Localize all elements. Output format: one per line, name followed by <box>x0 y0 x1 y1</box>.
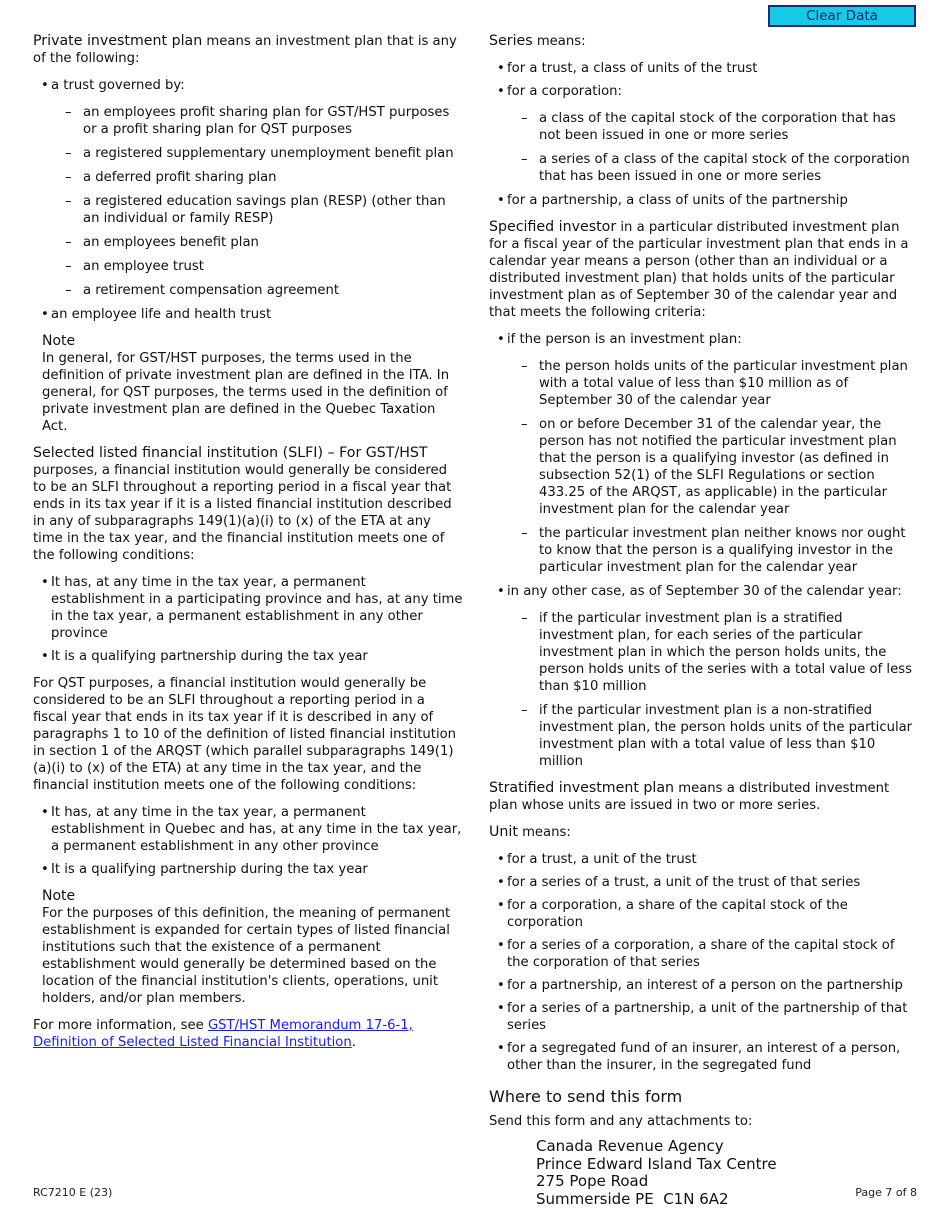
address-line: Canada Revenue Agency <box>536 1137 724 1155</box>
note-heading: Note <box>42 333 76 349</box>
pip-list <box>33 77 463 323</box>
note-pip <box>33 333 463 435</box>
note-heading: Note <box>42 888 76 904</box>
slfi-definition: Selected listed financial institution (SLFI) – For GST/HST purposes, a financial institution would generally be considered to be an SLFI throughout a reporting period in a fiscal year that ends in its tax year if it is a listed financial institution described in any of subparagraphs 149(1)(a)(i) to (x) of the ETA at any time in the tax year, and the financial institution meets one of the following conditions: <box>33 445 452 563</box>
memorandum-link[interactable]: GST/HST Memorandum 17-6-1, Definition of Selected Listed Financial Institution <box>33 1018 413 1050</box>
list-item: – an employees benefit plan <box>51 234 463 251</box>
note-body: For the purposes of this definition, the meaning of permanent establishment is expanded for certain types of listed financial institutions such that the existence of a permanent establishment would generally be determined based on the location of the financial institution's clients, operations, unit holders, and/or plan members. <box>42 906 451 1006</box>
definition-term: Private investment plan <box>33 33 203 49</box>
list-item: • for a segregated fund of an insurer, an interest of a person, other than the insurer, in the segregated fund <box>489 1040 919 1074</box>
definition-term: Stratified investment plan <box>489 780 675 796</box>
address-line: Summerside PE C1N 6A2 <box>536 1189 729 1208</box>
left-column <box>33 33 463 1061</box>
list-item: • for a partnership, a class of units of the partnership <box>489 192 919 209</box>
qst-conditions <box>33 804 463 878</box>
unit-list <box>489 851 919 1074</box>
list-item: • an employee life and health trust <box>33 306 463 323</box>
trust-sublist <box>51 104 463 299</box>
clear-data-button[interactable]: Clear Data <box>768 5 916 27</box>
list-item: – a retirement compensation agreement <box>51 282 463 299</box>
definition-term: Selected listed financial institution (SLFI) – For GST/HST <box>33 445 428 461</box>
definition-term: Series <box>489 33 533 49</box>
list-item: – a class of the capital stock of the corporation that has not been issued in one or more series <box>507 110 919 144</box>
series-definition: Series means: <box>489 33 586 49</box>
series-list <box>489 60 919 209</box>
list-item: • in any other case, as of September 30 of the calendar year: – if the particular investment plan is a stratified investment plan, for each series of the particular investment plan in which the person holds units, the person holds units of the series with a total value of less than $10 million – if the particular investment plan is a non-stratified investment plan, the person holds units of the particular investment plan with a total value of less than $10 million <box>489 583 919 770</box>
si-plan-sublist <box>507 358 919 576</box>
list-item: • for a series of a partnership, a unit of the partnership of that series <box>489 1000 919 1034</box>
list-item: • for a partnership, an interest of a person on the partnership <box>489 977 919 994</box>
stratified-plan-definition: Stratified investment plan means a distributed investment plan whose units are issued in two or more series. <box>489 780 890 813</box>
list-item: – an employees profit sharing plan for GST/HST purposes or a profit sharing plan for QST purposes <box>51 104 463 138</box>
form-code: RC7210 E (23) <box>33 1186 113 1199</box>
list-item: – a registered supplementary unemployment benefit plan <box>51 145 463 162</box>
slfi-conditions <box>33 574 463 665</box>
si-other-sublist <box>507 610 919 770</box>
definition-term: Specified investor <box>489 219 617 235</box>
list-item: – if the particular investment plan is a stratified investment plan, for each series of the particular investment plan in which the person holds units, the person holds units of the series with a total value of less than $10 million <box>507 610 919 695</box>
list-item: • It is a qualifying partnership during the tax year <box>33 861 463 878</box>
list-item: – if the particular investment plan is a non-stratified investment plan, the person holds units of the particular investment plan with a total value of less than $10 million <box>507 702 919 770</box>
specified-investor-definition: Specified investor in a particular distributed investment plan for a fiscal year of the particular investment plan that ends in a calendar year means a person (other than an individual or a distributed investment plan) that holds units of the particular investment plan as of September 30 of the calendar year and that meets the following criteria: <box>489 219 909 320</box>
series-corp-sublist <box>507 110 919 185</box>
list-item: – a series of a class of the capital stock of the corporation that has been issued in one or more series <box>507 151 919 185</box>
list-item: • for a trust, a unit of the trust <box>489 851 919 868</box>
address-line: 275 Pope Road <box>536 1172 649 1190</box>
more-info: For more information, see GST/HST Memorandum 17-6-1, Definition of Selected Listed Financial Institution. <box>33 1018 413 1050</box>
where-to-send-heading: Where to send this form <box>489 1087 683 1106</box>
list-item: • for a corporation, a share of the capital stock of the corporation <box>489 897 919 931</box>
list-item: • It is a qualifying partnership during the tax year <box>33 648 463 665</box>
send-instructions: Send this form and any attachments to: <box>489 1114 753 1129</box>
note-body: In general, for GST/HST purposes, the terms used in the definition of private investment plan are defined in the ITA. In general, for QST purposes, the terms used in the definition of private investment plan are defined in the Quebec Taxation Act. <box>42 351 450 434</box>
list-item: • if the person is an investment plan: – the person holds units of the particular investment plan with a total value of less than $10 million as of September 30 of the calendar year – on or before December 31 of the calendar year, the person has not notified the particular investment plan that the person is a qualifying investor (as defined in subsection 52(1) of the SLFI Regulations or section 433.25 of the ARQST, as applicable) in the particular investment plan for the calendar year – the particular investment plan neither knows nor ought to know that the person is a qualifying investor in the particular investment plan for the calendar year <box>489 331 919 576</box>
list-item: • a trust governed by: – an employees profit sharing plan for GST/HST purposes or a profit sharing plan for QST purposes – a registered supplementary unemployment benefit plan – a deferred profit sharing plan – a registered education savings plan (RESP) (other than an individual or family RESP) – an employees benefit plan – an employee trust – a retirement compensation agreement <box>33 77 463 299</box>
unit-definition: Unit means: <box>489 824 571 840</box>
list-item: – the person holds units of the particular investment plan with a total value of less than $10 million as of September 30 of the calendar year <box>507 358 919 409</box>
address-line: Prince Edward Island Tax Centre <box>536 1154 777 1173</box>
list-item: • It has, at any time in the tax year, a permanent establishment in Quebec and has, at any time in the tax year, a permanent establishment in any other province <box>33 804 463 855</box>
definition-term: Unit <box>489 824 518 840</box>
list-item: – on or before December 31 of the calendar year, the person has not notified the particular investment plan that the person is a qualifying investor (as defined in subsection 52(1) of the SLFI Regulations or section 433.25 of the ARQST, as applicable) in the particular investment plan for the calendar year <box>507 416 919 518</box>
list-item: • for a corporation: – a class of the capital stock of the corporation that has not been issued in one or more series – a series of a class of the capital stock of the corporation that has been issued in one or more series <box>489 83 919 185</box>
right-column <box>489 33 919 1208</box>
note-slfi <box>33 888 463 1007</box>
private-investment-plan-definition: Private investment plan means an investment plan that is any of the following: <box>33 33 457 66</box>
list-item: • for a series of a corporation, a share of the capital stock of the corporation of that series <box>489 937 919 971</box>
list-item: • for a trust, a class of units of the trust <box>489 60 919 77</box>
page-number: Page 7 of 8 <box>855 1186 917 1199</box>
list-item: – an employee trust <box>51 258 463 275</box>
list-item: – the particular investment plan neither knows nor ought to know that the person is a qualifying investor in the particular investment plan for the calendar year <box>507 525 919 576</box>
list-item: – a deferred profit sharing plan <box>51 169 463 186</box>
qst-paragraph: For QST purposes, a financial institution would generally be considered to be an SLFI throughout a reporting period in a fiscal year that ends in its tax year if it is described in any of paragraphs 1 to 10 of the definition of listed financial institution in section 1 of the ARQST (which parallel subparagraphs 149(1)(a)(i) to (x) of the ETA) at any time in the tax year, and the financial institution meets one of the following conditions: <box>33 676 457 793</box>
list-item: • It has, at any time in the tax year, a permanent establishment in a participating province and has, at any time in the tax year, a permanent establishment in any other province <box>33 574 463 642</box>
specified-investor-criteria <box>489 331 919 770</box>
list-item: – a registered education savings plan (RESP) (other than an individual or family RESP) <box>51 193 463 227</box>
list-item: • for a series of a trust, a unit of the trust of that series <box>489 874 919 891</box>
